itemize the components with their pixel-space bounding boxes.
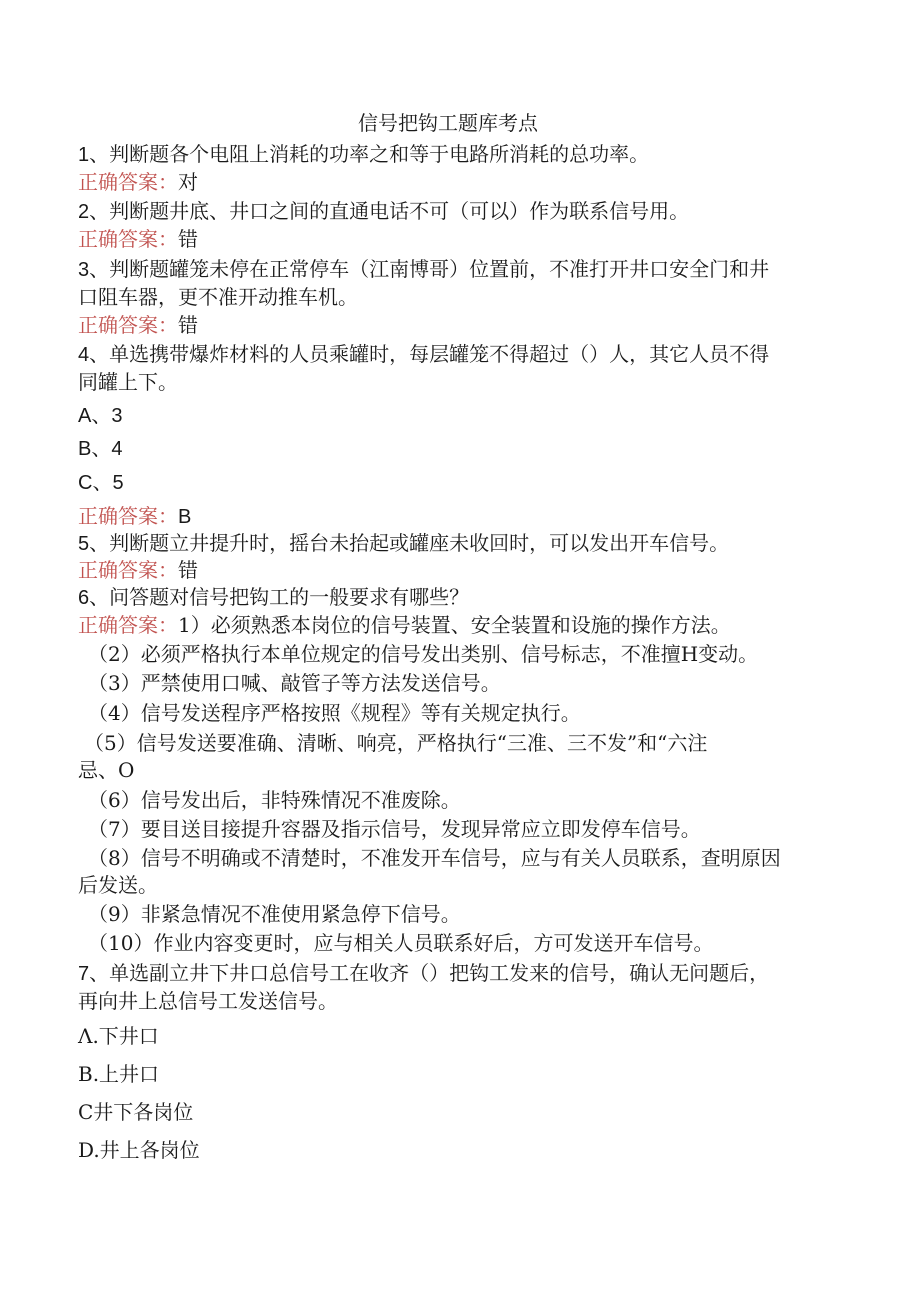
answer-1: [78, 169, 198, 195]
question-text-line-1: 单选副立井下井口总信号工在收齐（）把钩工发来的信号，确认无问题后，: [109, 961, 770, 985]
question-1: [78, 141, 649, 168]
answer-6-line-2: （2）必须严格执行本单位规定的信号发出类别、信号标志，不准擅H变动。: [88, 642, 759, 666]
answer-value: 错: [178, 313, 198, 337]
answer-line-1: 1）必须熟悉本岗位的信号装置、安全装置和设施的操作方法。: [178, 613, 731, 637]
page-title: 信号把钩工题库考点: [358, 111, 538, 135]
answer-6-line-5: （5）信号发送要准确、清晰、响亮，严格执行“三准、三不发”和“六注: [84, 731, 708, 755]
answer-6-line-8: （8）信号不明确或不清楚时，不准发开车信号，应与有关人员联系，查明原因: [88, 846, 781, 870]
question-text: 判断题立井提升时，摇台未抬起或罐座未收回时，可以发出开车信号。: [109, 531, 730, 555]
option-c: C井下各岗位: [78, 1100, 194, 1124]
answer-6: [78, 612, 731, 638]
question-text: 问答题对信号把钩工的一般要求有哪些？: [109, 585, 470, 609]
answer-6-line-10: （10）作业内容变更时，应与相关人员联系好后，方可发送开车信号。: [88, 931, 714, 955]
answer-6-line-8-continued: 后发送。: [78, 873, 158, 897]
answer-6-line-3: （3）严禁使用口喊、敲管子等方法发送信号。: [88, 671, 501, 695]
answer-value: 错: [178, 558, 198, 582]
question-text: 判断题井底、井口之间的直通电话不可（可以）作为联系信号用。: [109, 199, 690, 223]
question-number: 5、: [78, 533, 110, 555]
question-number: 6、: [78, 587, 110, 609]
answer-6-line-9: （9）非紧急情况不准使用紧急停下信号。: [88, 902, 461, 926]
answer-6-line-4: （4）信号发送程序严格按照《规程》等有关规定执行。: [88, 701, 581, 725]
answer-label: 正确答案：: [78, 504, 178, 528]
question-5: [78, 530, 729, 557]
answer-label: 正确答案：: [78, 613, 178, 637]
question-3: [78, 256, 769, 283]
option-a: A、3: [78, 405, 123, 427]
answer-3: [78, 312, 198, 338]
answer-6-line-7: （7）要目送目接提升容器及指示信号，发现异常应立即发停车信号。: [88, 817, 701, 841]
question-4-continued: 同罐上下。: [78, 370, 178, 394]
question-number: 4、: [78, 344, 110, 366]
question-3-continued: 口阻车器，更不准开动推车机。: [78, 285, 358, 309]
question-text: 判断题各个电阻上消耗的功率之和等于电路所消耗的总功率。: [109, 142, 650, 166]
answer-value: 对: [178, 170, 198, 194]
question-7: [78, 960, 769, 987]
answer-label: 正确答案：: [78, 558, 178, 582]
answer-5: [78, 557, 198, 583]
option-c: C、5: [78, 472, 124, 494]
option-b: B.上井口: [78, 1062, 160, 1086]
answer-6-line-5-continued: 忌、O: [78, 758, 135, 782]
question-number: 7、: [78, 963, 110, 985]
answer-6-line-6: （6）信号发出后，非特殊情况不准废除。: [88, 788, 461, 812]
question-2: [78, 198, 689, 225]
answer-label: 正确答案：: [78, 313, 178, 337]
question-text-line-1: 判断题罐笼未停在正常停车（江南博哥）位置前，不准打开井口安全门和井: [109, 257, 770, 281]
answer-value: B: [178, 506, 192, 528]
option-b: B、4: [78, 438, 123, 460]
option-d: D.井上各岗位: [78, 1138, 200, 1162]
question-number: 1、: [78, 144, 110, 166]
answer-4: [78, 503, 191, 530]
question-6: [78, 584, 469, 611]
question-7-continued: 再向井上总信号工发送信号。: [78, 989, 338, 1013]
question-number: 3、: [78, 259, 110, 281]
question-number: 2、: [78, 201, 110, 223]
answer-2: [78, 226, 198, 252]
answer-value: 错: [178, 227, 198, 251]
question-text-line-1: 单选携带爆炸材料的人员乘罐时，每层罐笼不得超过（）人，其它人员不得: [109, 342, 770, 366]
option-a: Λ.下井口: [78, 1024, 159, 1048]
answer-label: 正确答案：: [78, 170, 178, 194]
answer-label: 正确答案：: [78, 227, 178, 251]
question-4: [78, 341, 769, 368]
